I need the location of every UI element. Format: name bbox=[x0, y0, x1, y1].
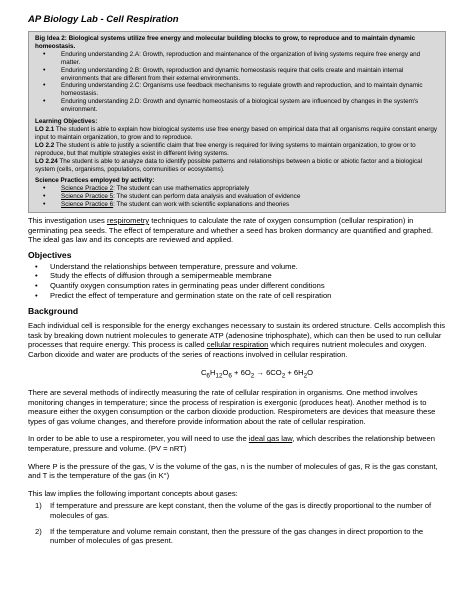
background-paragraph: This law implies the following important concepts about gases: bbox=[28, 488, 238, 498]
list-item: • Predict the effect of temperature and germination state on the rate of cell respiration bbox=[50, 291, 446, 301]
objective-text: The student is able to analyze data to identify possible patterns and relationships between a biotic or abiotic factor and a biological system (cells, organisms, populations, communities or ecosystems). bbox=[35, 157, 423, 173]
list-item: • Enduring understanding 2.A: Growth, reproduction and maintenance of the organization of living systems require free energy and matter. bbox=[61, 51, 439, 67]
list-item: • Understand the relationships between temperature, pressure and volume. bbox=[50, 262, 446, 272]
page-title: AP Biology Lab - Cell Respiration bbox=[28, 14, 179, 25]
eq-part: + 6H bbox=[285, 367, 304, 377]
list-item: • Quantify oxygen consumption rates in germinating peas under different conditions bbox=[50, 281, 446, 291]
science-practices-heading: Science Practices employed by activity: bbox=[35, 177, 155, 185]
list-item bbox=[61, 201, 439, 209]
objective-code: LO 2.2 bbox=[35, 141, 55, 149]
cellular-respiration-link[interactable]: cellular respiration bbox=[206, 340, 269, 350]
ideal-gas-law-link[interactable]: ideal gas law bbox=[248, 434, 293, 444]
learning-objective bbox=[35, 142, 439, 158]
eq-part: H bbox=[209, 367, 216, 377]
learning-objectives-heading: Learning Objectives: bbox=[35, 118, 98, 126]
paragraph-text: which requires nutrient molecules and oxygen. Carbon dioxide and water are products of the series of reactions involved in cellular respiration. bbox=[28, 340, 427, 359]
implications-list bbox=[28, 501, 446, 545]
standards-box bbox=[28, 31, 446, 213]
paragraph-text: In order to be able to use a respirometer, you will need to use the bbox=[28, 434, 249, 444]
objectives-heading: Objectives bbox=[28, 249, 72, 260]
background-paragraph bbox=[28, 434, 446, 453]
objectives-list bbox=[28, 262, 446, 300]
objective-code: LO 2.1 bbox=[35, 125, 55, 133]
list-number: 1) bbox=[35, 501, 42, 511]
background-paragraph: There are several methods of indirectly measuring the rate of cellular respiration in organisms. One method involves monitoring changes in temperature; since the process of respiration is exergonic (produces heat). Another method is to measure either the oxygen consumption or the carbon dioxide production. Respirometers are devices that measure these types of gas volume changes, and therefore provide information about the rate of cellular respiration. bbox=[28, 388, 436, 426]
learning-objective bbox=[35, 158, 439, 174]
intro-text: This investigation uses bbox=[28, 216, 107, 226]
objective-code: LO 2.24 bbox=[35, 157, 58, 165]
eq-part: C bbox=[200, 367, 207, 377]
respiration-equation bbox=[68, 368, 446, 380]
list-item: • Study the effects of diffusion through a semipermeable membrane bbox=[50, 271, 446, 281]
list-item bbox=[35, 526, 446, 546]
practice-text: : The student can work with scientific explanations and theories bbox=[113, 201, 290, 209]
enduring-understandings-list bbox=[35, 51, 439, 114]
background-paragraph bbox=[28, 321, 446, 359]
eq-part: + 6O bbox=[231, 367, 251, 377]
science-practice-link[interactable]: Science Practice 2 bbox=[61, 185, 114, 193]
list-item: • Enduring understanding 2.B: Growth, reproduction and dynamic homeostasis require that cells create and maintain internal environments that are different from their external environments. bbox=[61, 67, 439, 83]
eq-sub: 12 bbox=[215, 372, 223, 380]
respirometry-link[interactable]: respirometry bbox=[106, 216, 150, 226]
learning-objectives bbox=[35, 126, 439, 173]
list-text: If the temperature and volume remain constant, then the pressure of the gas changes in direct proportion to the number of molecules of gas present. bbox=[50, 526, 424, 546]
science-practices-list bbox=[35, 185, 439, 209]
list-number: 2) bbox=[35, 526, 42, 536]
paragraph-text: Each individual cell is responsible for the energy exchanges necessary to sustain its ordered structure. Cells accomplish this task by breaking down nutrient molecules to generate ATP (adenosine triphosphate), which can then be used to run cellular processes that require energy. This process is called bbox=[28, 321, 446, 350]
eq-part: → 6CO bbox=[254, 367, 282, 377]
practice-text: : The student can perform data analysis and evaluation of evidence bbox=[113, 193, 301, 201]
eq-sub: 6 bbox=[206, 372, 210, 380]
paragraph-text: , which describes the relationship between temperature, pressure and volume. (PV = nRT) bbox=[28, 434, 435, 454]
list-item bbox=[61, 185, 439, 193]
eq-sub: 6 bbox=[228, 372, 232, 380]
intro-paragraph bbox=[28, 216, 446, 245]
background-heading: Background bbox=[28, 306, 79, 317]
list-item: • Enduring understanding 2.C: Organisms use feedback mechanisms to regulate growth and reproduction, and to maintain dynamic homeostasis. bbox=[61, 82, 439, 98]
list-text: If temperature and pressure are kept constant, then the volume of the gas is directly proportional to the number of molecules of gas. bbox=[50, 501, 432, 521]
list-item bbox=[35, 501, 446, 521]
practice-text: : The student can use mathematics appropriately bbox=[113, 185, 250, 193]
big-idea: Big Idea 2: Biological systems utilize free energy and molecular building blocks to grow, to reproduce and to maintain dynamic homeostasis. bbox=[35, 35, 416, 50]
eq-sub: 2 bbox=[303, 372, 308, 380]
objective-text: The student is able to justify a scientific claim that free energy is required for living systems to maintain organization, to grow or to reproduce, but that multiple strategies exist in different living systems. bbox=[35, 141, 416, 157]
learning-objective bbox=[35, 126, 439, 142]
science-practice-link[interactable]: Science Practice 5 bbox=[61, 193, 114, 201]
eq-sub: 2 bbox=[250, 372, 255, 380]
eq-sub: 2 bbox=[281, 372, 286, 380]
intro-text: techniques to calculate the rate of oxygen consumption (cellular respiration) in germinating pea seeds. The effect of temperature and whether a seed has broken dormancy are quantified and graphed. The ideal gas law and its concepts are reviewed and applied. bbox=[28, 216, 433, 245]
objective-text: The student is able to explain how biological systems use free energy based on empirical data that all organisms require constant energy input to maintain organization, to grow and to reproduce. bbox=[35, 125, 438, 141]
eq-part: O bbox=[307, 367, 314, 377]
document-page bbox=[28, 14, 446, 552]
list-item bbox=[61, 193, 439, 201]
background-paragraph: Where P is the pressure of the gas, V is the volume of the gas, n is the number of molecules of gas, R is the gas constant, and T is the temperature of the gas (in K°) bbox=[28, 461, 438, 481]
science-practice-link[interactable]: Science Practice 6 bbox=[61, 201, 114, 209]
eq-part: O bbox=[222, 367, 229, 377]
list-item: • Enduring understanding 2.D: Growth and dynamic homeostasis of a biological system are influenced by changes in the system's environment. bbox=[61, 98, 439, 114]
